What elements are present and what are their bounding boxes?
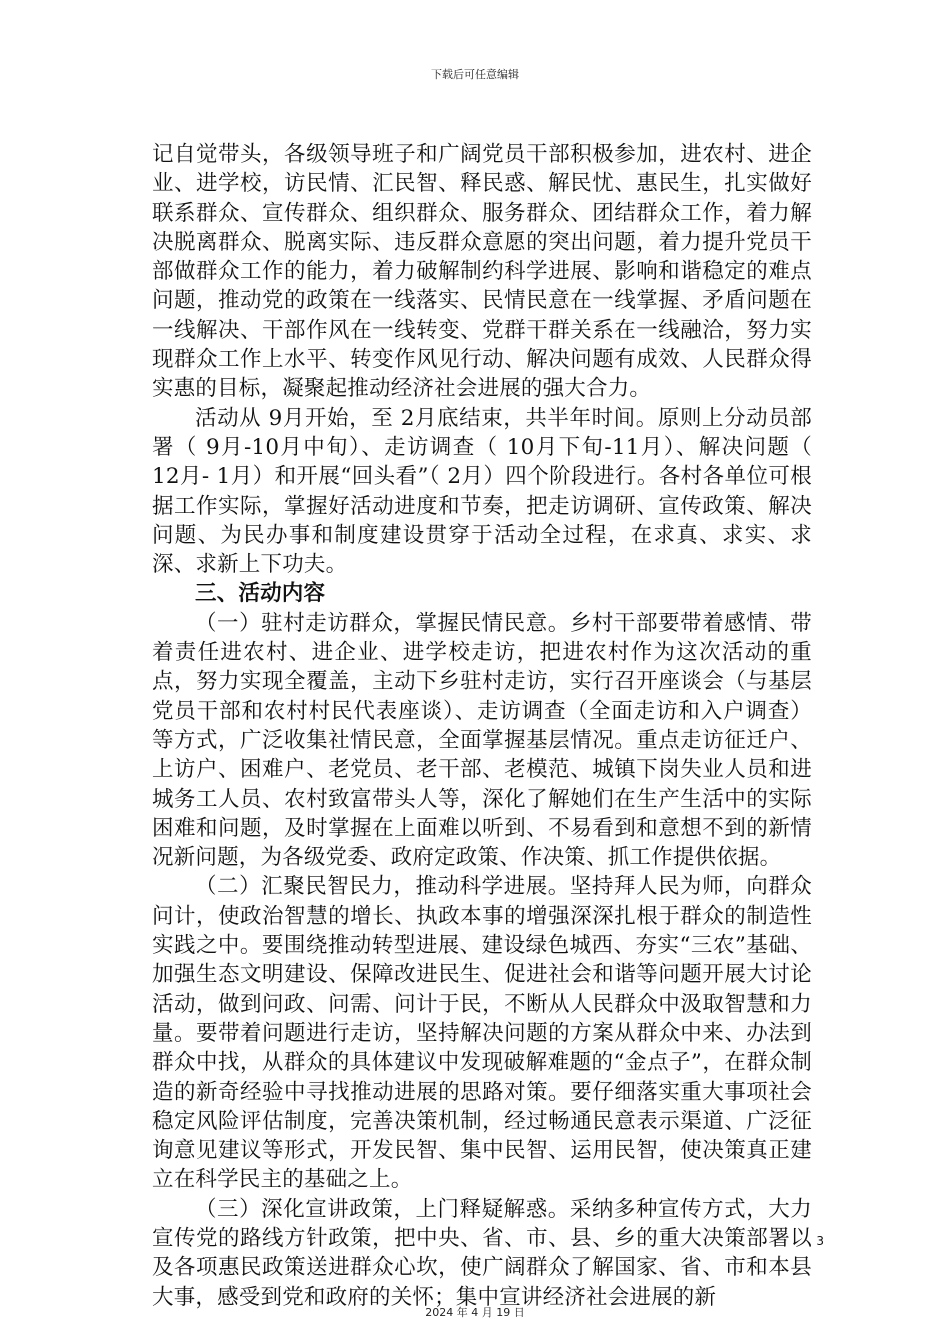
paragraph-item-2: （二）汇聚民智民力，推动科学进展。坚持拜人民为师，向群众问计，使政治智慧的增长、执政本事的增强深深扎根于群众的制造性实践之中。要围绕推动转型进展、建设绿色城西、夯实“三农”基础、加强生态文明建设、保障改进民生、促进社会和谐等问题开展大讨论活动，做到问政、问需、问计于民，不断从人民群众中汲取智慧和力量。要带着问题进行走访，坚持解决问题的方案从群众中来、办法到群众中找，从群众的具体建议中发现破解难题的“金点子”，在群众制造的新奇经验中寻找推动进展的思路对策。要仔细落实重大事项社会稳定风险评估制度，完善决策机制，经过畅通民意表示渠道、广泛征询意见建议等形式，开发民智、集中民智、运用民智，使决策真正建立在科学民主的基础之上。 (152, 874, 812, 1193)
page-footer-date: 2024 年 4 月 19 日 (425, 1306, 525, 1319)
paragraph-timeline: 活动从 9月开始，至 2月底结束，共半年时间。原则上分动员部署（ 9月-10月中旬）、走访调查（ 10月下旬-11月）、解决问题（ 12月- 1月）和开展“回头看”（ 2月）四个阶段进行。各村各单位可根据工作实际，掌握好活动进度和节奏，把走访调研、宣传政策、解决问题、为民办事和制度建设贯穿于活动全过程，在求真、求实、求深、求新上下功夫。 (152, 405, 812, 578)
page-header: 下载后可任意编辑 (431, 68, 519, 81)
paragraph-item-3: （三）深化宣讲政策，上门释疑解惑。采纳多种宣传方式，大力宣传党的路线方针政策，把中央、省、市、县、乡的重大决策部署以及各项惠民政策送进群众心坎，使广阔群众了解国家、省、市和本县大事，感受到党和政府的关怀；集中宣讲经济社会进展的新 (152, 1196, 812, 1310)
section-heading: 三、活动内容 (195, 581, 326, 607)
page-number: 3 (816, 1234, 824, 1248)
document-body (152, 140, 812, 1312)
paragraph-continuation: 记自觉带头，各级领导班子和广阔党员干部积极参加，进农村、进企业、进学校，访民情、汇民智、释民惑、解民忧、惠民生，扎实做好联系群众、宣传群众、组织群众、服务群众、团结群众工作，着力解决脱离群众、脱离实际、违反群众意愿的突出问题，着力提升党员干部做群众工作的能力，着力破解制约科学进展、影响和谐稳定的难点问题，推动党的政策在一线落实、民情民意在一线掌握、矛盾问题在一线解决、干部作风在一线转变、党群干群关系在一线融洽，努力实现群众工作上水平、转变作风见行动、解决问题有成效、人民群众得实惠的目标，凝聚起推动经济社会进展的强大合力。 (152, 142, 812, 402)
paragraph-item-1: （一）驻村走访群众，掌握民情民意。乡村干部要带着感情、带着责任进农村、进企业、进学校走访，把进农村作为这次活动的重点，努力实现全覆盖，主动下乡驻村走访，实行召开座谈会（与基层党员干部和农村村民代表座谈）、走访调查（全面走访和入户调查）等方式，广泛收集社情民意，全面掌握基层情况。重点走访征迁户、上访户、困难户、老党员、老干部、老模范、城镇下岗失业人员和进城务工人员、农村致富带头人等，深化了解她们在生产生活中的实际困难和问题，及时掌握在上面难以听到、不易看到和意想不到的新情况新问题，为各级党委、政府定政策、作决策、抓工作提供依据。 (152, 610, 812, 871)
